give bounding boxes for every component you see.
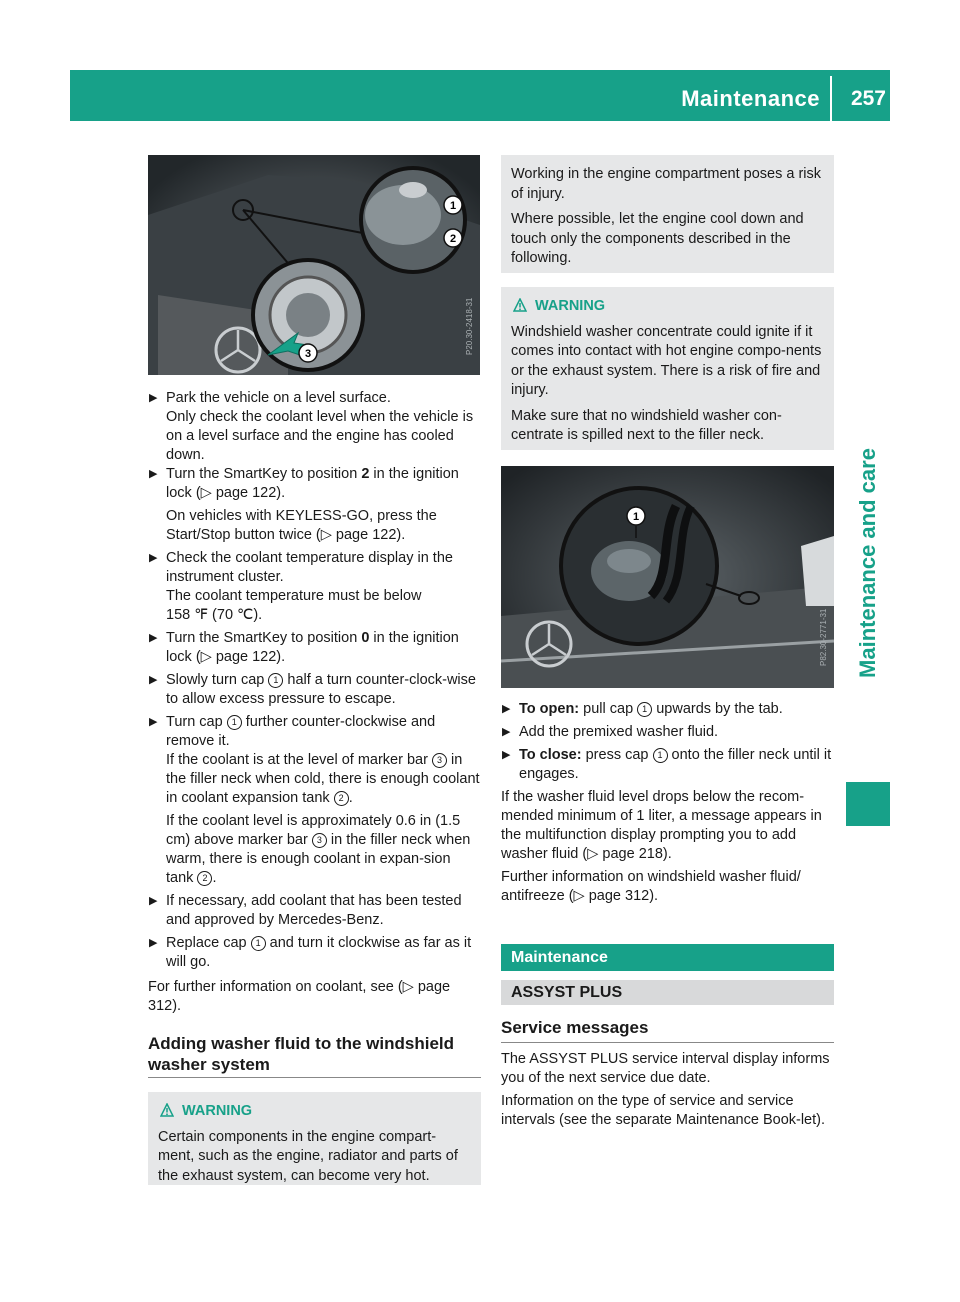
service-type-info: Information on the type of service and service intervals (see the separate Maintenance Book-let).	[501, 1093, 826, 1128]
warning-heading: WARNING	[158, 1102, 471, 1122]
marker-1: 1	[632, 511, 640, 523]
warning-text: Certain components in the engine compart-ment, such as the engine, radiator and parts of the exhaust system, can become very hot.	[158, 1128, 458, 1184]
washer-fluid-reference: Further information on windshield washer fluid/ antifreeze (▷ page 312).	[501, 869, 801, 904]
warning-box-washer-concentrate	[501, 287, 834, 450]
page-header	[70, 70, 890, 121]
step-remove-cap: ▶ Turn cap 1 further counter-clockwise and remove it.	[149, 714, 436, 749]
side-section-label: Maintenance and care	[855, 448, 880, 678]
subsection-bar-assyst-plus: ASSYST PLUS	[501, 980, 834, 1005]
left-column	[148, 389, 481, 1016]
marker-3: 3	[304, 348, 312, 360]
step-keyless-go: On vehicles with KEYLESS-GO, press the Start/Stop button twice (▷ page 122).	[166, 508, 437, 543]
step-add-washer-fluid: ▶ Add the premixed washer fluid.	[502, 724, 719, 740]
step-warm-level: If the coolant level is approximately 0.6 in (1.5 cm) above marker bar 3 in the filler neck when warm, there is enough coolant in expan-sion tank 2 .	[166, 813, 471, 886]
page-number: 257	[850, 87, 886, 110]
warning-triangle-icon	[513, 298, 527, 312]
info-text-1: Working in the engine compartment poses a risk of injury.	[511, 166, 822, 202]
warning-text-2: Make sure that no windshield washer con-centrate is spilled next to the filler neck.	[511, 407, 782, 443]
step-close-cap: ▶ To close: press cap 1 onto the filler neck until it engages.	[502, 747, 832, 782]
step-park-detail: Only check the coolant level when the vehicle is on a level surface and the engine has cooled down.	[166, 409, 474, 463]
service-messages-text	[501, 1050, 834, 1130]
info-text-2: Where possible, let the engine cool down and touch only the components described in the following.	[511, 211, 804, 266]
step-open-cap: ▶ To open: pull cap 1 upwards by the tab.	[502, 701, 783, 717]
heading-service-messages: Service messages	[501, 1018, 649, 1037]
warning-box-hot-components	[148, 1092, 481, 1185]
warning-triangle-icon	[160, 1103, 174, 1117]
heading-rule	[148, 1077, 481, 1078]
engine-bay-illustration	[148, 155, 480, 375]
marker-1: 1	[449, 200, 457, 212]
washer-reservoir-figure	[501, 466, 834, 688]
step-smartkey-2: ▶ Turn the SmartKey to position 2 in the ignition lock (▷ page 122).	[149, 466, 459, 501]
figure-code: P20.30-2418-31	[465, 297, 474, 355]
assyst-info: The ASSYST PLUS service interval display informs you of the next service due date.	[501, 1051, 830, 1086]
step-temp-limit: The coolant temperature must be below 158 ℉ (70 ℃).	[166, 588, 422, 623]
washer-engine-bay-illustration	[501, 466, 834, 688]
section-heading-washer: Adding washer fluid to the windshield washer system	[148, 1034, 454, 1074]
coolant-reference: For further information on coolant, see (▷ page 312).	[148, 979, 451, 1014]
info-box-injury-risk	[501, 155, 834, 273]
header-separator	[830, 76, 832, 121]
right-column	[501, 700, 834, 906]
step-turn-cap-slowly: ▶ Slowly turn cap 1 half a turn counter-clock-wise to allow excess pressure to escape.	[149, 672, 476, 707]
step-cold-level: If the coolant is at the level of marker bar 3 in the filler neck when cold, there is enough coolant in coolant expansion tank 2 .	[166, 752, 480, 806]
warning-heading: WARNING	[511, 297, 824, 317]
side-tab-marker	[846, 782, 890, 826]
step-replace-cap: ▶ Replace cap 1 and turn it clockwise as far as it will go.	[149, 935, 472, 970]
section-bar-maintenance: Maintenance	[501, 944, 834, 971]
warning-text-1: Windshield washer concentrate could ignite if it comes into contact with hot engine compo-nents or the exhaust system. There is a risk of fire and injury.	[511, 323, 822, 398]
side-section-tab	[846, 448, 890, 678]
coolant-tank-figure	[148, 155, 480, 375]
header-title: Maintenance	[681, 86, 820, 111]
step-smartkey-0: ▶ Turn the SmartKey to position 0 in the ignition lock (▷ page 122).	[149, 630, 459, 665]
figure-code: P82.30-2771-31	[819, 608, 828, 666]
washer-level-info: If the washer fluid level drops below the recom-mended minimum of 1 liter, a message appears in the multifunction display prompting you to add washer fluid (▷ page 218).	[501, 789, 822, 862]
step-park: ▶ Park the vehicle on a level surface.	[149, 390, 391, 406]
step-add-coolant: ▶ If necessary, add coolant that has been tested and approved by Mercedes-Benz.	[149, 893, 462, 928]
step-check-temp: ▶ Check the coolant temperature display in the instrument cluster.	[149, 550, 453, 585]
heading-rule	[501, 1042, 834, 1043]
marker-2: 2	[449, 233, 457, 245]
